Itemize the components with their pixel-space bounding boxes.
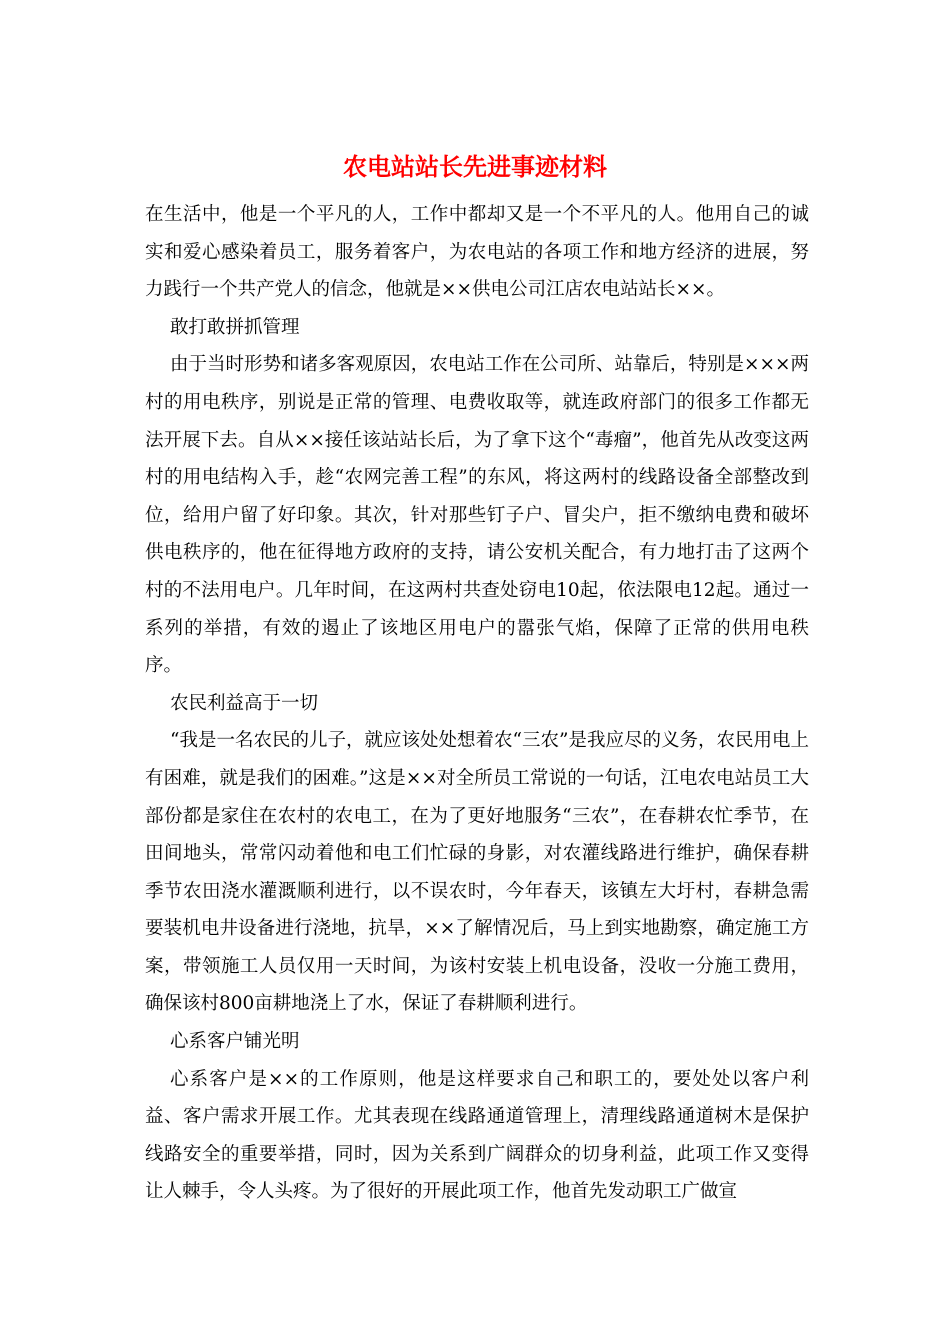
paragraph-customers: 心系客户是××的工作原则，他是这样要求自己和职工的，要处处以客户利益、客户需求开展工作。尤其表现在线路通道管理上，清理线路通道树木是保护线路安全的重要举措，同时，因为关系到广阔群众的切身利益，此项工作又变得让人棘手，令人头疼。为了很好的开展此项工作，他首先发动职工广做宣 bbox=[145, 1068, 809, 1203]
paragraph-management: 由于当时形势和诸多客观原因，农电站工作在公司所、站靠后，特别是×××两村的用电秩序，别说是正常的管理、电费收取等，就连政府部门的很多工作都无法开展下去。自从××接任该站站长后，为了拿下这个“毒瘤”，他首先从改变这两村的用电结构入手，趁“农网完善工程”的东风，将这两村的线路设备全部整改到位，给用户留了好印象。其次，针对那些钉子户、冒尖户，拒不缴纳电费和破坏供电秩序的，他在征得地方政府的支持，请公安机关配合，有力地打击了这两个村的不法用电户。几年时间，在这两村共查处窃电10起，依法限电12起。通过一系列的举措，有效的遏止了该地区用电户的嚣张气焰，保障了正常的供用电秩序。 bbox=[145, 354, 809, 677]
section-heading-farmers: 农民利益高于一切 bbox=[170, 692, 319, 714]
paragraph-farmers: “我是一名农民的儿子，就应该处处想着农“三农”是我应尽的义务，农民用电上有困难，就是我们的困难。”这是××对全所员工常说的一句话，江电农电站员工大部份都是家住在农村的农电工，在为了更好地服务“三农”，在春耕农忙季节，在田间地头，常常闪动着他和电工们忙碌的身影，对农灌线路进行维护，确保春耕季节农田浇水灌溉顺利进行，以不误农时，今年春天，该镇左大圩村，春耕急需要装机电井设备进行浇地，抗旱，××了解情况后，马上到实地勘察，确定施工方案，带领施工人员仅用一天时间，为该村安装上机电设备，没收一分施工费用，确保该村800亩耕地浇上了水，保证了春耕顺利进行。 bbox=[145, 730, 809, 1015]
document-body bbox=[145, 196, 809, 1211]
section-heading-management: 敢打敢拼抓管理 bbox=[170, 316, 300, 338]
document-title: 农电站站长先进事迹材料 bbox=[343, 152, 607, 181]
section-heading-customers: 心系客户铺光明 bbox=[170, 1031, 300, 1053]
paragraph-intro: 在生活中，他是一个平凡的人，工作中都却又是一个不平凡的人。他用自己的诚实和爱心感染着员工，服务着客户，为农电站的各项工作和地方经济的进展，努力践行一个共产党人的信念，他就是××供电公司江店农电站站长××。 bbox=[145, 204, 809, 301]
